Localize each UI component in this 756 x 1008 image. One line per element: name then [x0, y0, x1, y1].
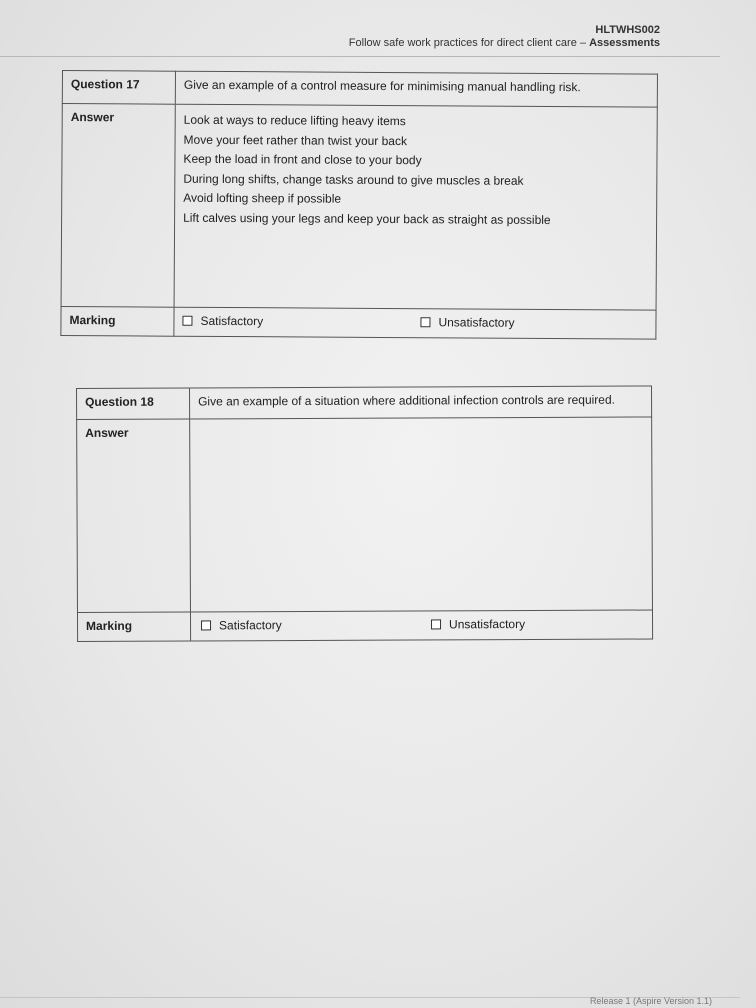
unit-title: Follow safe work practices for direct client care – Assessments: [348, 37, 660, 49]
answer-line: Lift calves using your legs and keep your back as straight as possible: [183, 210, 551, 227]
marking-label: Marking: [61, 306, 174, 336]
answer-line: Keep the load in front and close to your body: [183, 151, 422, 168]
checkbox-icon[interactable]: [182, 316, 192, 326]
answer-field[interactable]: [174, 104, 657, 310]
question-label: Question 17: [62, 71, 175, 105]
header-divider: [0, 56, 720, 57]
page-header: [349, 24, 660, 50]
marking-options: [174, 307, 656, 339]
question-18-table: [76, 385, 653, 642]
question-label: Question 18: [77, 388, 190, 419]
answer-line: During long shifts, change tasks around to give muscles a break: [183, 171, 524, 188]
marking-label: Marking: [77, 612, 190, 641]
answer-line: Look at ways to reduce lifting heavy items: [183, 112, 406, 129]
unsatisfactory-option[interactable]: Unsatisfactory: [420, 315, 514, 330]
unsatisfactory-option[interactable]: Unsatisfactory: [431, 617, 525, 631]
answer-label: Answer: [61, 104, 175, 308]
answer-line: Avoid lofting sheep if possible: [183, 190, 342, 206]
question-17-table: [60, 70, 658, 340]
satisfactory-option[interactable]: Satisfactory: [201, 618, 282, 632]
question-text: Give an example of a control measure for minimising manual handling risk.: [175, 71, 657, 107]
answer-line: Move your feet rather than twist your back: [183, 132, 408, 148]
question-text: Give an example of a situation where additional infection controls are required.: [190, 386, 652, 419]
satisfactory-option[interactable]: Satisfactory: [182, 314, 263, 328]
page-footer: Release 1 (Aspire Version 1.1): [589, 996, 712, 1006]
checkbox-icon[interactable]: [431, 619, 441, 629]
checkbox-icon[interactable]: [420, 317, 430, 327]
checkbox-icon[interactable]: [201, 620, 211, 630]
answer-field[interactable]: [190, 417, 653, 612]
unit-code: HLTWHS002: [595, 24, 660, 36]
answer-label: Answer: [77, 419, 191, 612]
marking-options: [190, 610, 652, 641]
